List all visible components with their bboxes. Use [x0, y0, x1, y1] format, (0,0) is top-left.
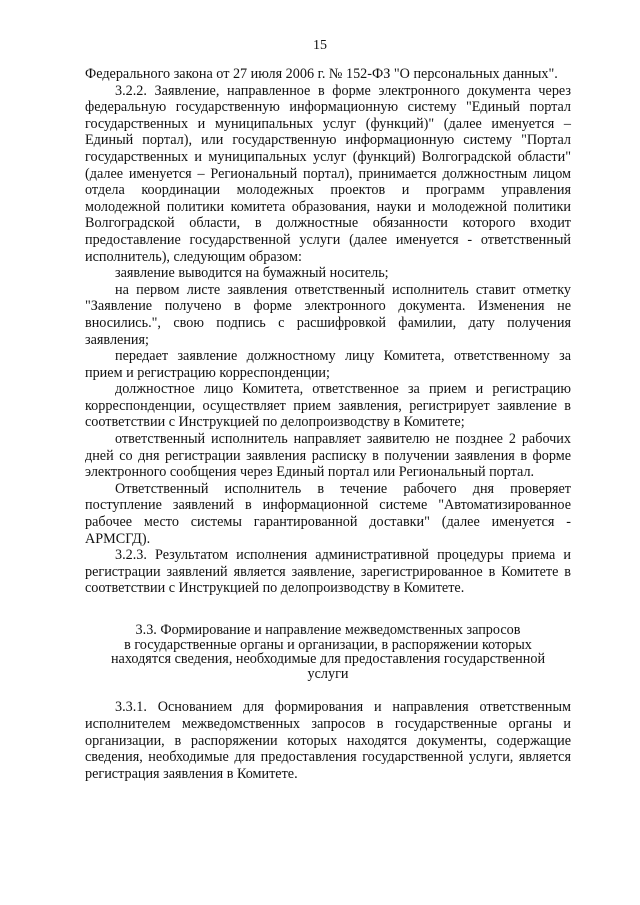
paragraph-transfer: передает заявление должностному лицу Комитета, ответственному за прием и регистрацию корреспонденции;: [85, 348, 571, 381]
section-heading-3-3: [85, 623, 571, 681]
paragraph-print-out: заявление выводится на бумажный носитель;: [115, 265, 389, 282]
section-heading-line: услуги: [307, 665, 349, 682]
page-number: 15: [313, 38, 327, 53]
paragraph-3-2-3: 3.2.3. Результатом исполнения административной процедуры приема и регистрации заявлений является заявление, зарегистрированное в Комитете в соответствии с Инструкцией по делопроизводству в Комитете.: [85, 547, 571, 597]
section-heading-line: 3.3. Формирование и направление межведомственных запросов: [135, 622, 521, 638]
paragraph-law-reference: Федерального закона от 27 июля 2006 г. № 152-ФЗ "О персональных данных".: [85, 66, 558, 82]
document-body: [85, 66, 571, 782]
paragraph-3-2-2: 3.2.2. Заявление, направленное в форме электронного документа через федеральную государственную информационную систему "Единый портал государственных и муниципальных услуг (функций)" (далее именуется – Единый портал), или государственную информационную систему "Портал государственных и муниципальных услуг (функций) Волгоградской области" (далее именуется – Региональный портал), принимается должностным лицом отдела координации молодежных проектов и программ управления молодежной политики комитета образования, науки и молодежной политики Волгоградской области, в должностные обязанности которого входит предоставление государственной услуги (далее именуется - ответственный исполнитель), следующим образом:: [85, 82, 571, 265]
paragraph-first-sheet-mark: на первом листе заявления ответственный исполнитель ставит отметку "Заявление получено в форме электронного документа. Изменения не вносились.", свою подпись с расшифровкой фамилии, дату получения заявления;: [85, 281, 571, 348]
paragraph-receipt: ответственный исполнитель направляет заявителю не позднее 2 рабочих дней со дня регистрации заявления расписку в получении заявления в форме электронного сообщения через Единый портал или Региональный портал.: [85, 431, 571, 481]
section-heading-line: находятся сведения, необходимые для предоставления государственной: [110, 651, 546, 668]
paragraph-3-3-1: 3.3.1. Основанием для формирования и направления ответственным исполнителем межведомственных запросов в государственные органы и организации, в распоряжении которых находятся документы, содержащие сведения, необходимые для предоставления государственной услуги, является регистрация заявления в Комитете.: [85, 699, 571, 782]
paragraph-armsgd-check: Ответственный исполнитель в течение рабочего дня проверяет поступление заявлений в информационной системе "Автоматизированное рабочее место системы гарантированной доставки" (далее именуется - АРМСГД).: [85, 480, 571, 547]
section-heading-line: в государственные органы и организации, в распоряжении которых: [124, 636, 532, 653]
paragraph-registration: должностное лицо Комитета, ответственное за прием и регистрацию корреспонденции, осуществляет прием заявления, регистрирует заявление в соответствии с Инструкцией по делопроизводству в Комитете;: [85, 381, 571, 431]
